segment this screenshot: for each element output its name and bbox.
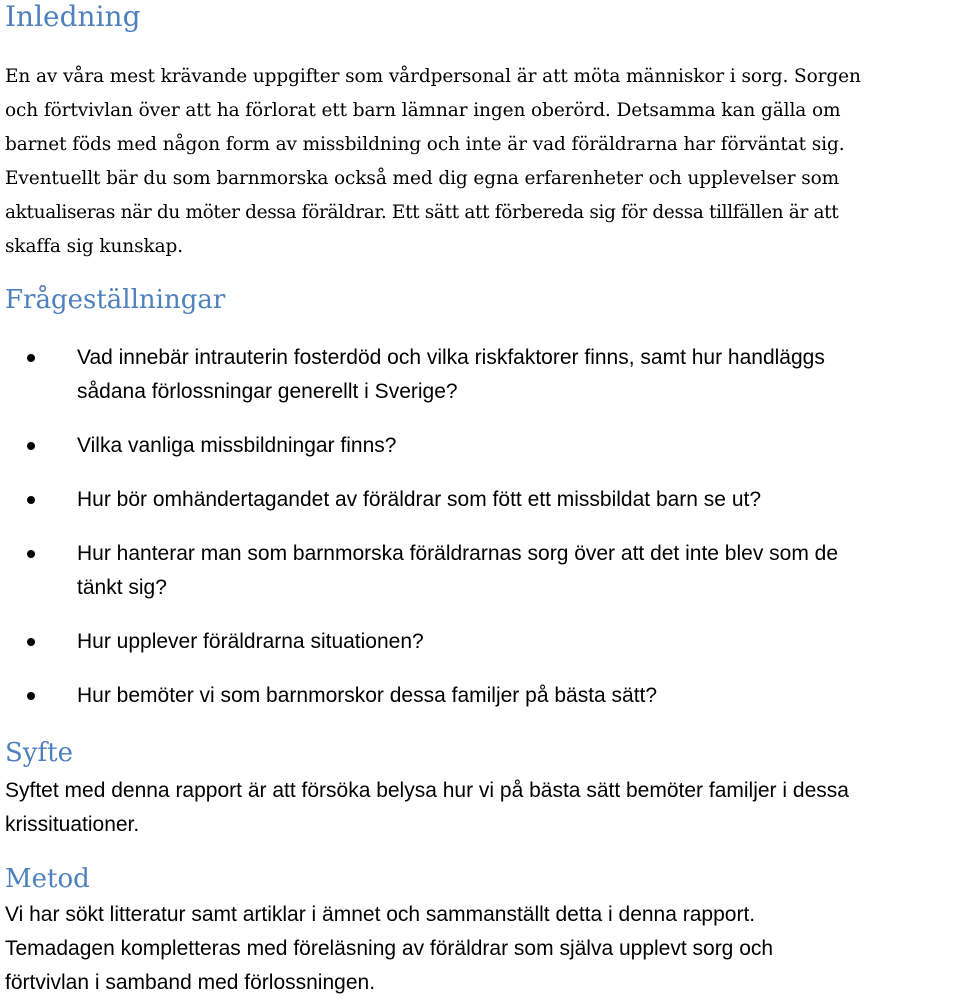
bullet-icon <box>27 496 35 504</box>
intro-heading: Inledning <box>5 0 141 33</box>
purpose-heading: Syfte <box>5 738 73 768</box>
list-item-text: Vad innebär intrauterin fosterdöd och vilka riskfaktorer finns, samt hur handläggs <box>77 346 825 369</box>
bullet-icon <box>27 354 35 362</box>
method-line: Vi har sökt litteratur samt artiklar i ämnet och sammanställt detta i denna rapport. <box>5 903 756 926</box>
list-item-text: Vilka vanliga missbildningar finns? <box>77 434 397 457</box>
intro-line: skaffa sig kunskap. <box>5 236 184 257</box>
list-item-text: Hur bör omhändertagandet av föräldrar som fött ett missbildat barn se ut? <box>77 488 762 511</box>
questions-heading: Frågeställningar <box>5 285 226 315</box>
method-line: Temadagen kompletteras med föreläsning av föräldrar som själva upplevt sorg och <box>5 937 774 960</box>
list-item <box>5 537 838 605</box>
method-heading: Metod <box>5 864 90 894</box>
method-paragraph <box>5 898 773 1000</box>
list-item <box>5 625 838 659</box>
list-item-text: tänkt sig? <box>77 576 167 599</box>
purpose-paragraph <box>5 774 849 842</box>
intro-line: En av våra mest krävande uppgifter som vårdpersonal är att möta människor i sorg. Sorgen <box>5 66 861 87</box>
intro-line: och förtvivlan över att ha förlorat ett barn lämnar ingen oberörd. Detsamma kan gälla om <box>5 100 841 121</box>
list-item <box>5 429 838 463</box>
bullet-icon <box>27 692 35 700</box>
bullet-icon <box>27 442 35 450</box>
list-item-text: sådana förlossningar generellt i Sverige? <box>77 380 458 403</box>
list-item-text: Hur bemöter vi som barnmorskor dessa familjer på bästa sätt? <box>77 684 658 707</box>
purpose-line: Syftet med denna rapport är att försöka belysa hur vi på bästa sätt bemöter familjer i dessa <box>5 779 849 802</box>
intro-line: aktualiseras när du möter dessa föräldrar. Ett sätt att förbereda sig för dessa tillfällen är att <box>5 202 839 223</box>
bullet-icon <box>27 638 35 646</box>
intro-line: Eventuellt bär du som barnmorska också med dig egna erfarenheter och upplevelser som <box>5 168 840 189</box>
list-item <box>5 679 838 713</box>
list-item-text: Hur upplever föräldrarna situationen? <box>77 630 424 653</box>
list-item <box>5 341 838 409</box>
intro-paragraph <box>5 60 861 264</box>
list-item <box>5 483 838 517</box>
method-line: förtvivlan i samband med förlossningen. <box>5 971 376 994</box>
questions-list <box>5 341 838 713</box>
list-item-text: Hur hanterar man som barnmorska föräldrarnas sorg över att det inte blev som de <box>77 542 839 565</box>
purpose-line: krissituationer. <box>5 813 140 836</box>
intro-line: barnet föds med någon form av missbildning och inte är vad föräldrarna har förväntat sig. <box>5 134 845 155</box>
bullet-icon <box>27 550 35 558</box>
